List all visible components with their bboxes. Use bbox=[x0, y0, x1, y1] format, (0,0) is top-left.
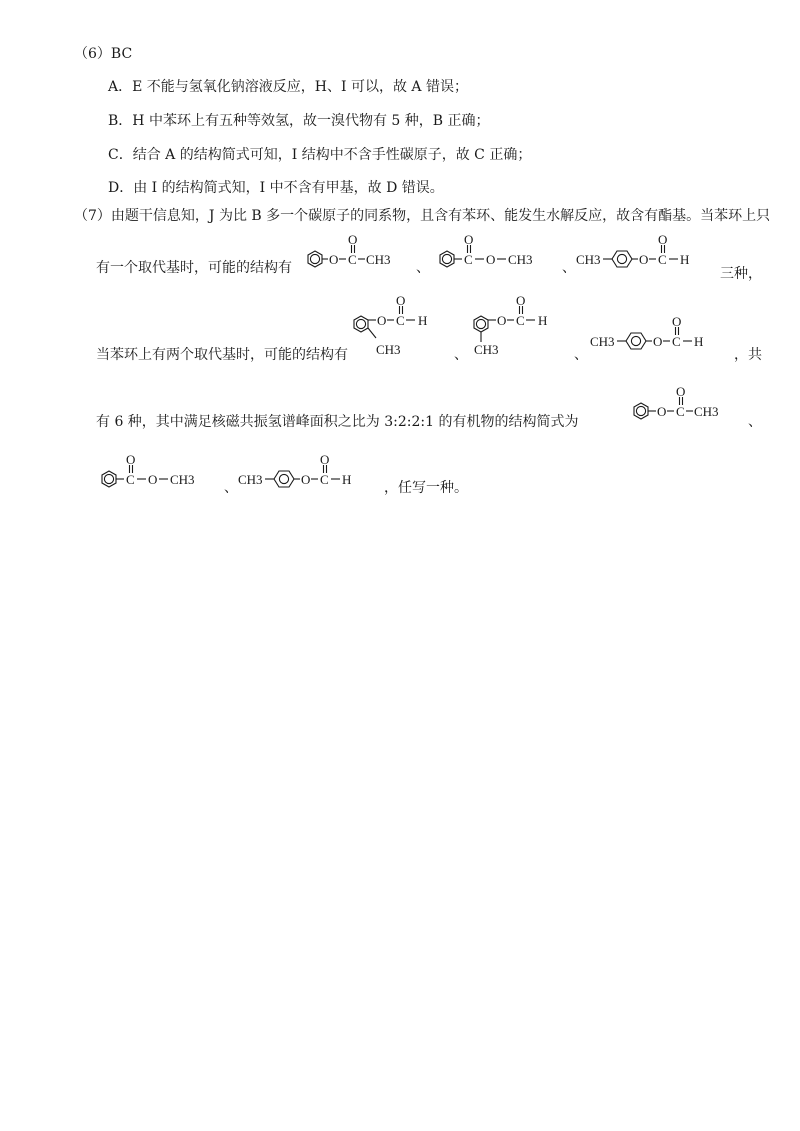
svg-text:C: C bbox=[658, 252, 667, 267]
q6-option-c: C．结合 A 的结构简式可知，I 结构中不含手性碳原子，故 C 正确； bbox=[108, 147, 532, 163]
svg-text:C: C bbox=[516, 313, 525, 328]
svg-text:O: O bbox=[126, 452, 136, 467]
svg-text:C: C bbox=[396, 313, 405, 328]
separator: 、 bbox=[562, 260, 576, 276]
q7-line3-prefix: 当苯环上有两个取代基时，可能的结构有 bbox=[96, 347, 348, 363]
q7-line4-prefix: 有 6 种，其中满足核磁共振氢谱峰面积之比为 3:2:2:1 的有机物的结构简式为 bbox=[96, 414, 579, 430]
svg-text:O: O bbox=[658, 232, 668, 247]
svg-text:H: H bbox=[342, 472, 352, 487]
svg-text:O: O bbox=[464, 232, 474, 247]
svg-text:CH3: CH3 bbox=[474, 342, 499, 357]
svg-text:C: C bbox=[676, 404, 685, 419]
separator: 、 bbox=[224, 480, 238, 496]
methyl-benzoate-structure bbox=[432, 232, 562, 280]
svg-text:C: C bbox=[348, 252, 357, 267]
svg-text:CH3: CH3 bbox=[590, 334, 615, 349]
separator: 、 bbox=[416, 260, 430, 276]
separator: 、 bbox=[454, 347, 468, 363]
q6-header: （6）BC bbox=[74, 46, 133, 62]
q7-line2-suffix: 三种， bbox=[720, 266, 762, 282]
svg-text:O: O bbox=[497, 313, 507, 328]
separator: 、 bbox=[574, 347, 588, 363]
p-tolyl-formate-structure bbox=[238, 452, 388, 500]
svg-text:O: O bbox=[486, 252, 496, 267]
svg-text:CH3: CH3 bbox=[170, 472, 195, 487]
svg-text:H: H bbox=[538, 313, 548, 328]
svg-text:O: O bbox=[516, 293, 526, 308]
p-tolyl-formate-structure bbox=[590, 314, 740, 362]
q6-option-b: B．H 中苯环上有五种等效氢，故一溴代物有 5 种，B 正确； bbox=[108, 113, 490, 129]
svg-text:O: O bbox=[301, 472, 311, 487]
separator: 、 bbox=[748, 414, 762, 430]
svg-text:O: O bbox=[676, 384, 686, 399]
svg-text:O: O bbox=[639, 252, 649, 267]
svg-text:H: H bbox=[418, 313, 428, 328]
svg-text:C: C bbox=[464, 252, 473, 267]
q7-line5-suffix: ，任写一种。 bbox=[384, 480, 468, 496]
svg-text:O: O bbox=[653, 334, 663, 349]
q7-line2-prefix: 有一个取代基时，可能的结构有 bbox=[96, 260, 292, 276]
q7-line1: （7）由题干信息知，J 为比 B 多一个碳原子的同系物，且含有苯环、能发生水解反应，故含有酯基。当苯环上只 bbox=[74, 208, 771, 224]
svg-text:CH3: CH3 bbox=[694, 404, 719, 419]
methyl-benzoate-structure bbox=[94, 452, 224, 500]
svg-text:C: C bbox=[320, 472, 329, 487]
svg-text:O: O bbox=[396, 293, 406, 308]
svg-text:C: C bbox=[672, 334, 681, 349]
phenyl-acetate-structure bbox=[626, 384, 746, 432]
svg-text:O: O bbox=[148, 472, 158, 487]
q6-option-d: D．由 I 的结构简式知，I 中不含有甲基，故 D 错误。 bbox=[108, 180, 444, 196]
svg-text:C: C bbox=[126, 472, 135, 487]
svg-text:CH3: CH3 bbox=[366, 252, 391, 267]
q7-line3-suffix: ，共 bbox=[734, 347, 762, 363]
m-tolyl-formate-structure bbox=[468, 293, 578, 364]
svg-text:O: O bbox=[348, 232, 358, 247]
svg-text:CH3: CH3 bbox=[376, 342, 401, 357]
svg-text:CH3: CH3 bbox=[508, 252, 533, 267]
svg-text:O: O bbox=[657, 404, 667, 419]
p-tolyl-formate-structure bbox=[576, 232, 726, 280]
svg-text:CH3: CH3 bbox=[576, 252, 601, 267]
svg-text:O: O bbox=[320, 452, 330, 467]
phenyl-acetate-structure bbox=[296, 232, 416, 280]
svg-text:O: O bbox=[329, 252, 339, 267]
svg-text:O: O bbox=[672, 314, 682, 329]
svg-text:O: O bbox=[377, 313, 387, 328]
svg-text:CH3: CH3 bbox=[238, 472, 263, 487]
svg-text:H: H bbox=[694, 334, 704, 349]
o-tolyl-formate-structure bbox=[348, 293, 458, 364]
q6-option-a: A．E 不能与氢氧化钠溶液反应，H、I 可以，故 A 错误； bbox=[108, 79, 468, 95]
svg-text:H: H bbox=[680, 252, 690, 267]
